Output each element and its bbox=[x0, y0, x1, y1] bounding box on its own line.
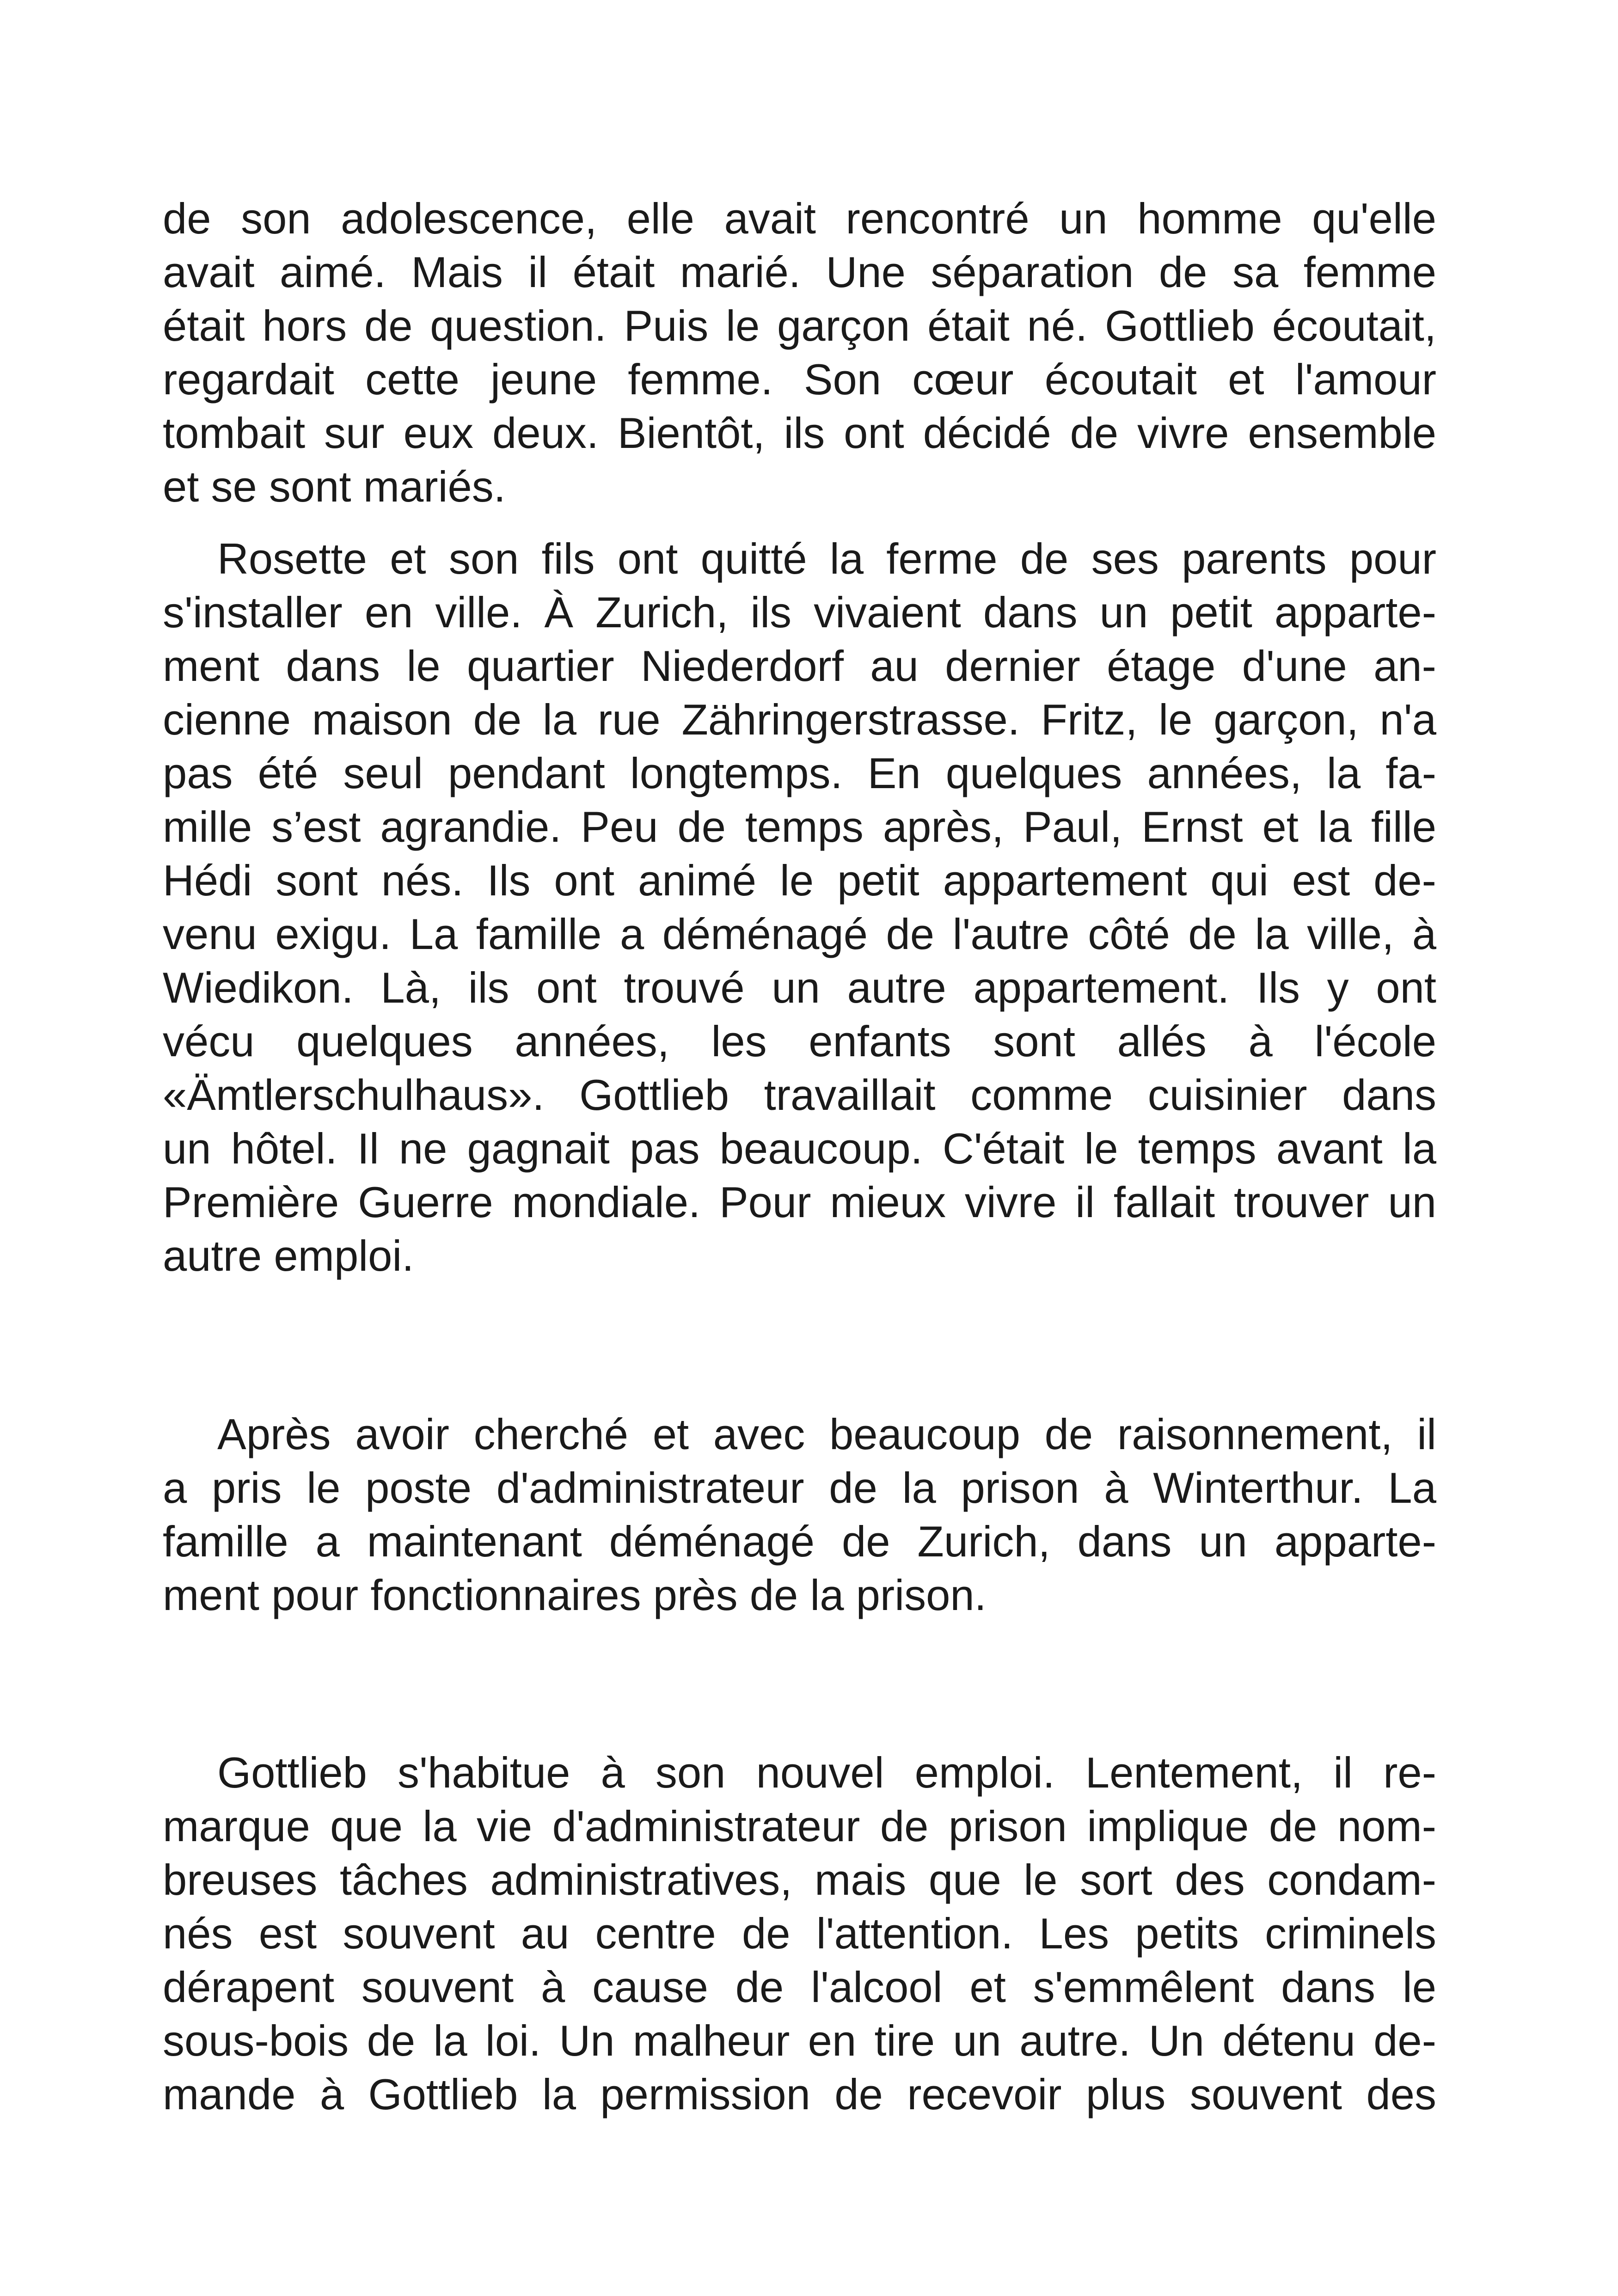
text-line: famille a maintenant déménagé de Zurich, dans un apparte- bbox=[163, 1517, 1436, 1566]
text-line: «Ämtlerschulhaus». Gottlieb travaillait comme cuisinier dans bbox=[163, 1071, 1436, 1119]
text-line: de son adolescence, elle avait rencontré un homme qu'elle bbox=[163, 194, 1436, 243]
text-line: mande à Gottlieb la permission de recevoir plus souvent des bbox=[163, 2070, 1436, 2118]
text-line: Hédi sont nés. Ils ont animé le petit appartement qui est de- bbox=[163, 856, 1436, 905]
text-line: pas été seul pendant longtemps. En quelques années, la fa- bbox=[163, 749, 1436, 797]
body-text bbox=[163, 192, 1436, 2121]
text-line: marque que la vie d'administrateur de prison implique de nom- bbox=[163, 1802, 1436, 1850]
text-line: sous-bois de la loi. Un malheur en tire un autre. Un détenu de- bbox=[163, 2016, 1436, 2065]
paragraph-2 bbox=[163, 532, 1436, 1283]
paragraph-1 bbox=[163, 192, 1436, 514]
text-line: Rosette et son fils ont quitté la ferme de ses parents pour bbox=[217, 534, 1436, 583]
text-line: s'installer en ville. À Zurich, ils vivaient dans un petit apparte- bbox=[163, 588, 1436, 637]
paragraph-4 bbox=[163, 1746, 1436, 2121]
text-line: tombait sur eux deux. Bientôt, ils ont décidé de vivre ensemble bbox=[163, 409, 1436, 457]
text-line: venu exigu. La famille a déménagé de l'autre côté de la ville, à bbox=[163, 910, 1436, 958]
text-line: Première Guerre mondiale. Pour mieux vivre il fallait trouver un bbox=[163, 1178, 1436, 1226]
text-line: vécu quelques années, les enfants sont allés à l'école bbox=[163, 1017, 1436, 1065]
text-line: était hors de question. Puis le garçon était né. Gottlieb écoutait, bbox=[163, 301, 1436, 350]
text-line: nés est souvent au centre de l'attention. Les petits criminels bbox=[163, 1909, 1436, 1958]
text-line: ment pour fonctionnaires près de la prison. bbox=[163, 1571, 987, 1619]
text-line: regardait cette jeune femme. Son cœur écoutait et l'amour bbox=[163, 355, 1436, 404]
text-line: ment dans le quartier Niederdorf au dernier étage d'une an- bbox=[163, 642, 1436, 690]
text-line: un hôtel. Il ne gagnait pas beaucoup. C'était le temps avant la bbox=[163, 1124, 1436, 1173]
text-line: avait aimé. Mais il était marié. Une séparation de sa femme bbox=[163, 248, 1436, 296]
text-line: a pris le poste d'administrateur de la prison à Winterthur. La bbox=[163, 1463, 1436, 1512]
text-line: cienne maison de la rue Zähringerstrasse. Fritz, le garçon, n'a bbox=[163, 695, 1436, 744]
text-line: Après avoir cherché et avec beaucoup de raisonnement, il bbox=[217, 1410, 1436, 1458]
paragraph-3 bbox=[163, 1408, 1436, 1622]
text-line: et se sont mariés. bbox=[163, 462, 506, 511]
text-line: autre emploi. bbox=[163, 1231, 414, 1280]
text-line: Wiedikon. Là, ils ont trouvé un autre appartement. Ils y ont bbox=[163, 963, 1436, 1012]
text-line: Gottlieb s'habitue à son nouvel emploi. Lentement, il re- bbox=[217, 1748, 1436, 1797]
text-line: dérapent souvent à cause de l'alcool et s'emmêlent dans le bbox=[163, 1963, 1436, 2011]
text-line: mille s’est agrandie. Peu de temps après, Paul, Ernst et la fille bbox=[163, 802, 1436, 851]
text-line: breuses tâches administratives, mais que le sort des condam- bbox=[163, 1855, 1436, 1904]
